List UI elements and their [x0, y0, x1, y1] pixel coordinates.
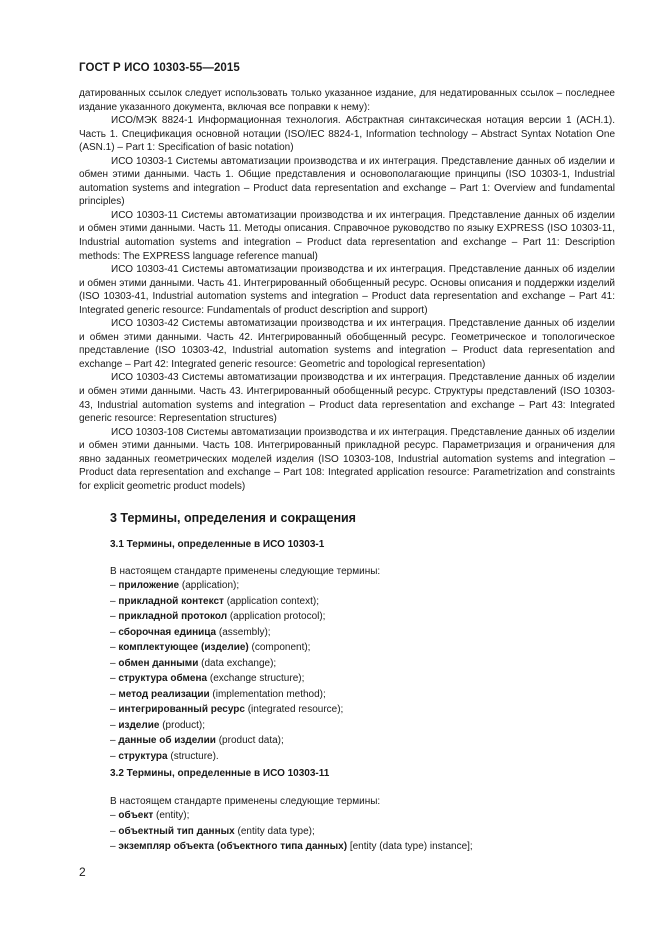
references-continuation: датированных ссылок следует использовать только указанное издание, для недатированных ссылок – последнее издание указанного документа, включая все поправки к нему): [79, 88, 615, 113]
terms-intro: В настоящем стандарте применены следующие термины: [110, 796, 381, 807]
page-number: 2 [79, 865, 86, 879]
reference-item: ИСО/МЭК 8824-1 Информационная технология. Абстрактная синтаксическая нотация версии 1 (АСН.1). Часть 1. Спецификация основной нотации (ISO/IEC 8824-1, Information technology – Abstract Syntax Notation One (ASN.1) – Part 1: Specification of basic notation) [79, 115, 615, 154]
list-item: – прикладной протокол (application protocol); [110, 611, 326, 623]
list-item: – экземпляр объекта (объектного типа данных) [entity (data type) instance]; [110, 841, 473, 853]
list-item: – комплектующее (изделие) (component); [110, 642, 311, 654]
list-item: – интегрированный ресурс (integrated resource); [110, 704, 344, 716]
page-header-standard-number: ГОСТ Р ИСО 10303-55—2015 [79, 62, 240, 74]
terms-intro: В настоящем стандарте применены следующие термины: [110, 566, 381, 577]
reference-item: ИСО 10303-1 Системы автоматизации производства и их интеграция. Представление данных об изделии и обмен этими данными. Часть 1. Общие представления и основополагающие принципы (ISO 10303-1, Industrial automation systems and integration – Product data representation and exchange – Part 1: Overview and fundamental principles) [79, 155, 615, 208]
list-item: – обмен данными (data exchange); [110, 657, 277, 669]
list-item: – приложение (application); [110, 580, 240, 591]
subsection-heading: 3.1 Термины, определенные в ИСО 10303-1 [110, 539, 325, 550]
list-item: – структура обмена (exchange structure); [110, 673, 305, 685]
list-item: – объектный тип данных (entity data type); [110, 825, 315, 837]
normative-references [79, 87, 615, 493]
list-item: – прикладной контекст (application context); [110, 595, 319, 607]
section-heading: 3 Термины, определения и сокращения [110, 511, 356, 525]
list-item: – структура (structure). [110, 751, 219, 763]
list-item: – метод реализации (implementation method); [110, 688, 326, 700]
reference-item: ИСО 10303-11 Системы автоматизации производства и их интеграция. Представление данных об изделии и обмен этими данными. Часть 11. Методы описания. Справочное руководство по языку EXPRESS (ISO 10303-11, Industrial automation systems and integration – Product data representation and exchange – Part 11: Description methods: The EXPRESS language reference manual) [79, 209, 615, 262]
reference-item: ИСО 10303-108 Системы автоматизации производства и их интеграция. Представление данных об изделии и обмен этими данными. Часть 108. Интегрированный прикладной ресурс. Параметризация и ограничения для явно заданных геометрических моделей изделия (ISO 10303-108, Industrial automation systems and integration – Product data representation and exchange – Part 108: Integrated application resource: Parametrization and constraints for explicit geometric product models) [79, 426, 615, 492]
reference-item: ИСО 10303-43 Системы автоматизации производства и их интеграция. Представление данных об изделии и обмен этими данными. Часть 43. Интегрированный обобщенный ресурс. Структуры представлений (ISO 10303-43, Industrial automation systems and integration – Product data representation and exchange – Part 43: Integrated generic resource: Representation structures) [79, 372, 615, 425]
reference-item: ИСО 10303-42 Системы автоматизации производства и их интеграция. Представление данных об изделии и обмен этими данными. Часть 42. Интегрированный обобщенный ресурс. Геометрическое и топологическое представление (ISO 10303-42, Industrial automation systems and integration – Product data representation and exchange – Part 42: Integrated generic resource: Geometric and topological representation) [79, 318, 615, 370]
list-item: – сборочная единица (assembly); [110, 626, 271, 638]
list-item: – данные об изделии (product data); [110, 735, 284, 747]
terms-list [110, 578, 343, 765]
terms-list [110, 808, 473, 855]
list-item: – изделие (product); [110, 719, 206, 731]
list-item: – объект (entity); [110, 810, 190, 821]
reference-item: ИСО 10303-41 Системы автоматизации производства и их интеграция. Представление данных об изделии и обмен этими данными. Часть 41. Интегрированный обобщенный ресурс. Основы описания и поддержки изделий (ISO 10303-41, Industrial automation systems and integration – Product data representation and exchange – Part 41: Integrated generic resource: Fundamentals of product description and support) [79, 264, 615, 316]
subsection-heading: 3.2 Термины, определенные в ИСО 10303-11 [110, 768, 330, 779]
